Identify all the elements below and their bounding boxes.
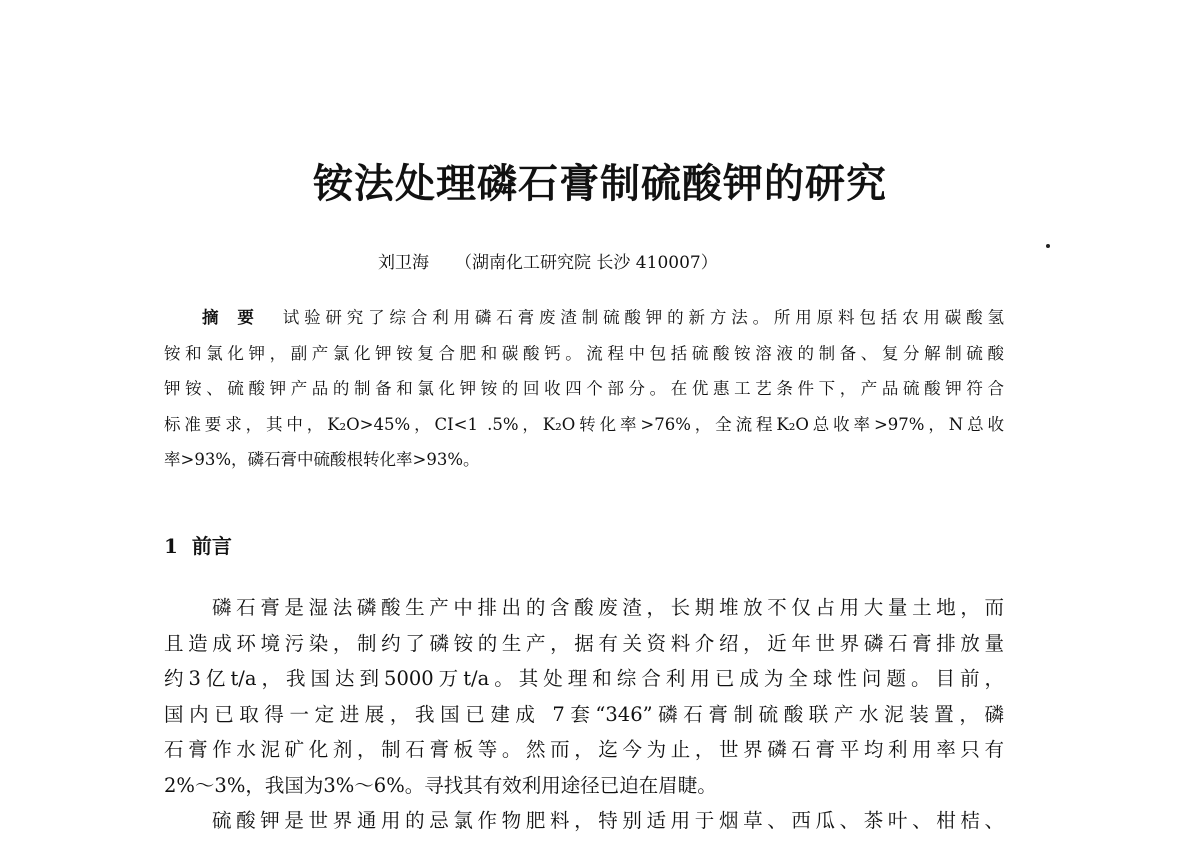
body-line: 国内已取得一定进展，我国已建成 7套“346”磷石膏制硫酸联产水泥装置，磷 — [164, 702, 1004, 726]
scan-speck — [1046, 244, 1050, 248]
body-line: 且造成环境污染，制约了磷铵的生产，据有关资料介绍，近年世界磷石膏排放量 — [164, 631, 1004, 655]
section-heading — [164, 530, 232, 559]
body-line: 磷石膏是湿法磷酸生产中排出的含酸废渣，长期堆放不仅占用大量土地，而 — [212, 596, 1004, 619]
author-affiliation: （湖南化工研究院 长沙 410007） — [455, 253, 718, 273]
section-title: 前言 — [191, 534, 232, 558]
body-line: 石膏作水泥矿化剂，制石膏板等。然而，迄今为止，世界磷石膏平均利用率只有 — [164, 738, 1004, 761]
abstract-label: 摘要 — [202, 308, 273, 327]
body-line: 硫酸钾是世界通用的忌氯作物肥料，特别适用于烟草、西瓜、茶叶、柑桔、 — [212, 809, 1004, 832]
abstract — [164, 300, 1004, 478]
body-line: 2%～3%，我国为3%～6%。寻找其有效利用途径已迫在眉睫。 — [164, 773, 717, 797]
body-line: 约3亿t/a，我国达到5000万t/a。其处理和综合利用已成为全球性问题。目前， — [164, 667, 1004, 690]
abstract-line: 标准要求，其中，K₂O>45%，CI<1 .5%，K₂O转化率>76%，全流程K₂O总收率>97%，N总收 — [164, 414, 1004, 434]
byline — [378, 248, 718, 273]
paper-title: 铵法处理磷石膏制硫酸钾的研究 — [313, 160, 887, 207]
abstract-line: 铵和氯化钾，副产氯化钾铵复合肥和碳酸钙。流程中包括硫酸铵溶液的制备、复分解制硫酸 — [164, 343, 1004, 363]
author-name: 刘卫海 — [378, 253, 429, 273]
section-number: 1 — [164, 534, 178, 558]
body-text — [164, 590, 1004, 839]
abstract-line: 摘要 试验研究了综合利用磷石膏废渣制硫酸钾的新方法。所用原料包括农用碳酸氢 — [202, 308, 1005, 327]
abstract-line: 率>93%，磷石膏中硫酸根转化率>93%。 — [164, 450, 480, 469]
abstract-line: 钾铵、硫酸钾产品的制备和氯化钾铵的回收四个部分。在优惠工艺条件下，产品硫酸钾符合 — [164, 379, 1004, 398]
